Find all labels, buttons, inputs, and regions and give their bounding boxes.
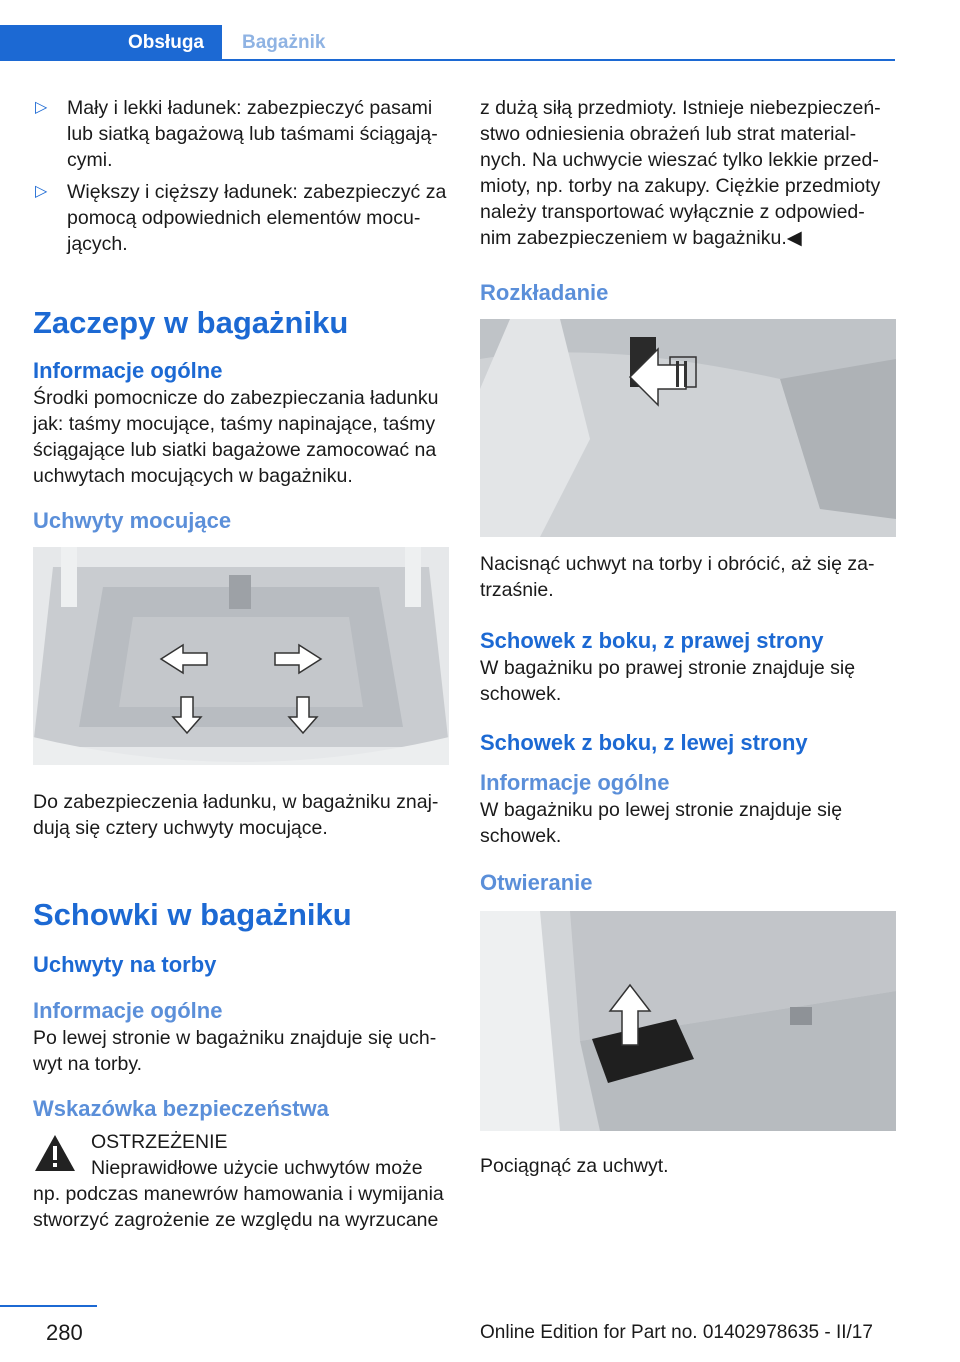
heading-unfold: Rozkładanie: [480, 280, 609, 305]
heading-general-info: Informacje ogólne: [33, 358, 223, 383]
warning-title: OSTRZEŻENIE: [91, 1131, 228, 1153]
heading-bag-holders: Uchwyty na torby: [33, 952, 217, 977]
left-column: [33, 95, 449, 1233]
compartment-opening-figure: [480, 911, 896, 1131]
warning-first-line: [91, 1161, 449, 1187]
heading-safety-note: Wskazówka bezpieczeństwa: [33, 1096, 329, 1121]
mounting-hooks-text: Do zabezpieczenia ładunku, w bagażniku znaj‐ dują się cztery uchwyty mocujące.: [33, 791, 439, 839]
left-compartment-text: W bagażniku po lewej stronie znajduje się schowek.: [480, 799, 843, 847]
heading-general-info-2: Informacje ogólne: [33, 998, 223, 1023]
page-number: 280: [46, 1320, 83, 1345]
list-item: [33, 95, 449, 173]
right-column: [480, 95, 896, 1179]
warning-block: [33, 1129, 449, 1187]
opening-text: Pociągnąć za uchwyt.: [480, 1155, 669, 1177]
chapter-tab[interactable]: Obsługa: [0, 25, 222, 61]
edition-footer: Online Edition for Part no. 01402978635 - II/17: [480, 1322, 873, 1343]
triangle-bullet-icon: ▷: [35, 99, 48, 116]
bag-hook-figure: [480, 319, 896, 537]
right-compartment-text: W bagażniku po prawej stronie znajduje się schowek.: [480, 657, 856, 705]
heading-opening: Otwieranie: [480, 870, 593, 895]
warning-continuation-text: z dużą siłą przedmioty. Istnieje niebezpieczeń‐ stwo odniesienia obrażeń lub strat material‐ nych. Na uchwycie wieszać tylko lekkie przed‐ mioty, np. torby na zakupy. Ciężkie przedmioty należy transportować wyłącznie z odpowied‐ nim zabezpieczeniem w bagażniku.◀: [480, 97, 881, 249]
general-info-text: Środki pomocnicze do zabezpieczania ładunku jak: taśmy mocujące, taśmy napinające, taśmy ściągające lub siatki bagażowe zamocować na uchwytach mocujących w bagażniku.: [33, 387, 439, 487]
section-tab[interactable]: Bagażnik: [242, 32, 326, 53]
heading-storage: Schowki w bagażniku: [33, 897, 352, 932]
warning-text: Nieprawidłowe użycie uchwytów może np. podczas manewrów hamowania i wymijania stworzyć zagrożenie ze względu na wyrzucane: [33, 1157, 444, 1231]
unfold-text: Nacisnąć uchwyt na torby i obrócić, aż się za‐ trzaśnie.: [480, 553, 875, 601]
list-item-text: Mały i lekki ładunek: zabezpieczyć pasami lub siatką bagażową lub taśmami ściągają‐ cymi.: [67, 97, 438, 171]
heading-mounting-hooks: Uchwyty mocujące: [33, 508, 232, 533]
list-item: [33, 179, 449, 257]
trunk-hooks-figure: [33, 547, 449, 765]
header-divider: [0, 59, 895, 61]
warning-triangle-icon: [33, 1133, 77, 1173]
heading-general-info-3: Informacje ogólne: [480, 770, 670, 795]
heading-left-compartment: Schowek z boku, z lewej strony: [480, 730, 808, 755]
chapter-header: [0, 25, 895, 61]
bag-holder-text: Po lewej stronie w bagażniku znajduje się uch‐ wyt na torby.: [33, 1027, 437, 1075]
heading-right-compartment: Schowek z boku, z prawej strony: [480, 628, 824, 653]
heading-hooks: Zaczepy w bagażniku: [33, 305, 349, 340]
triangle-bullet-icon: ▷: [35, 183, 48, 200]
list-item-text: Większy i cięższy ładunek: zabezpieczyć za pomocą odpowiednich elementów mocu‐ jących.: [67, 181, 447, 255]
page-number-rule: [0, 1305, 97, 1307]
